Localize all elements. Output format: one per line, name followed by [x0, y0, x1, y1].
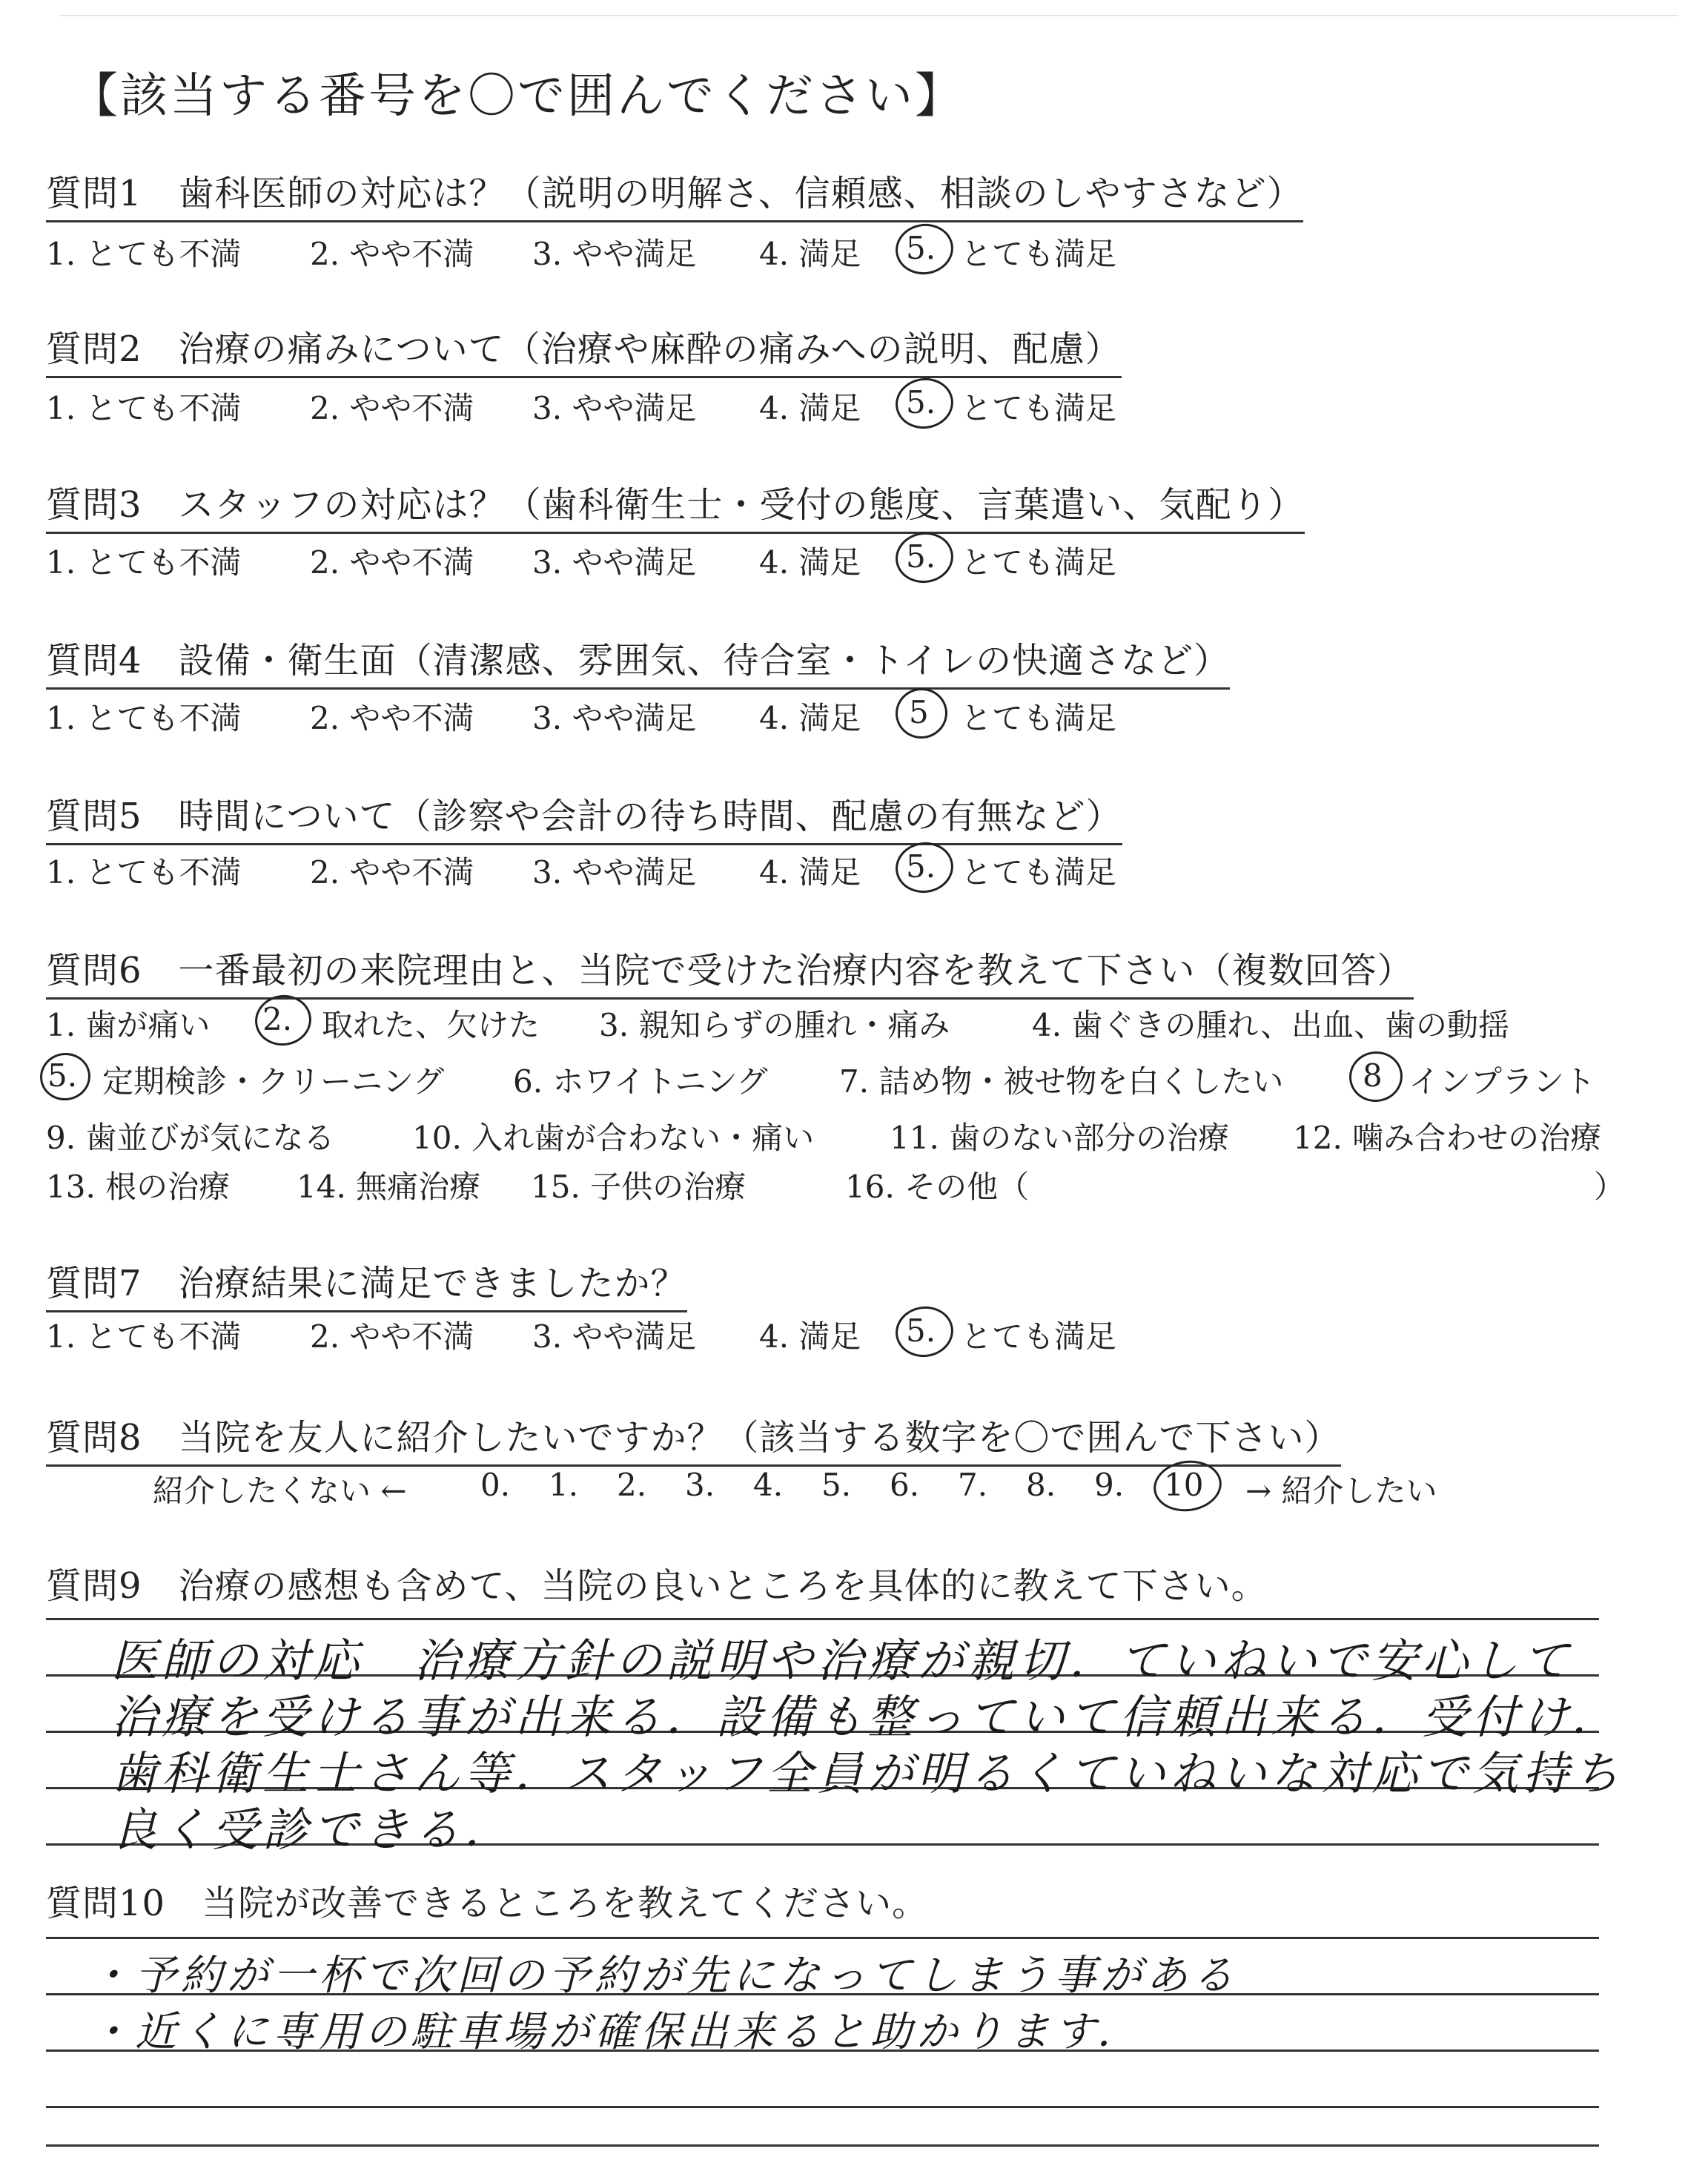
- question-title: 質問3 スタッフの対応は？（歯科衛生士・受付の態度、言葉遣い、気配り）: [46, 476, 1305, 534]
- option-10[interactable]: 10. 入れ歯が合わない・痛い: [412, 1120, 815, 1156]
- scale-5[interactable]: 5.: [821, 1467, 852, 1503]
- scale-9[interactable]: 9.: [1094, 1467, 1125, 1503]
- option-14[interactable]: 14. 無痛治療: [297, 1169, 481, 1205]
- option-1[interactable]: 1. とても不満: [46, 854, 242, 891]
- option-9[interactable]: 9. 歯並びが気になる: [46, 1120, 335, 1156]
- option-2[interactable]: 2. やや不満: [310, 854, 474, 891]
- option-8[interactable]: 8: [1363, 1057, 1383, 1094]
- option-7[interactable]: 7. 詰め物・被せ物を白くしたい: [839, 1063, 1284, 1100]
- option-5-label: とても満足: [961, 854, 1117, 891]
- option-5[interactable]: 5.: [47, 1057, 78, 1094]
- option-5[interactable]: 5.: [906, 538, 936, 575]
- option-3[interactable]: 3. やや満足: [532, 390, 697, 426]
- question-title: 質問5 時間について（診察や会計の待ち時間、配慮の有無など）: [46, 787, 1122, 845]
- answer-line: [46, 2106, 1599, 2108]
- option-1[interactable]: 1. とても不満: [46, 390, 242, 426]
- handwritten-answer-line: 医師の対応 治療方針の説明や治療が親切．ていねいで安心して: [111, 1634, 1574, 1688]
- option-3[interactable]: 3. やや満足: [532, 236, 697, 272]
- scale-4[interactable]: 4.: [753, 1467, 784, 1503]
- option-2[interactable]: 2. やや不満: [310, 390, 474, 426]
- other-close-paren: ）: [1594, 1169, 1626, 1205]
- option-5-label: とても満足: [961, 236, 1117, 272]
- option-8-label: インプラント: [1409, 1063, 1596, 1100]
- option-2[interactable]: 2. やや不満: [310, 544, 474, 581]
- option-3[interactable]: 3. やや満足: [532, 1318, 697, 1355]
- scale-7[interactable]: 7.: [958, 1467, 988, 1503]
- question-title: 質問4 設備・衛生面（清潔感、雰囲気、待合室・トイレの快適さなど）: [46, 632, 1230, 690]
- option-5[interactable]: 5.: [906, 848, 936, 885]
- handwritten-answer-line: 治療を受ける事が出来る．設備も整っていて信頼出来る．受付け．: [111, 1690, 1622, 1744]
- scale-left-label: 紹介したくない ←: [153, 1473, 407, 1509]
- page-title: 【該当する番号を〇で囲んでください】: [70, 69, 964, 124]
- option-5[interactable]: 5.: [906, 384, 936, 420]
- option-16[interactable]: 16. その他（: [845, 1169, 1030, 1205]
- option-2[interactable]: 2.: [262, 1001, 293, 1037]
- option-1[interactable]: 1. とても不満: [46, 236, 242, 272]
- option-1[interactable]: 1. 歯が痛い: [46, 1007, 211, 1043]
- question-title: 質問7 治療結果に満足できましたか？: [46, 1255, 687, 1312]
- question-title: 質問10 当院が改善できるところを教えてください。: [46, 1883, 929, 1924]
- option-3[interactable]: 3. やや満足: [532, 854, 697, 891]
- option-5[interactable]: 5.: [906, 1312, 936, 1349]
- scale-1[interactable]: 1.: [549, 1467, 579, 1503]
- option-4[interactable]: 4. 満足: [759, 700, 861, 736]
- option-5-label: 定期検診・クリーニング: [102, 1063, 445, 1100]
- scale-10[interactable]: 10: [1164, 1467, 1204, 1503]
- option-5-label: とても満足: [961, 1318, 1117, 1355]
- option-5-label: とても満足: [961, 700, 1117, 736]
- option-6[interactable]: 6. ホワイトニング: [513, 1063, 768, 1100]
- handwritten-answer-line: 歯科衛生士さん等．スタッフ全員が明るくていねいな対応で気持ち: [111, 1746, 1624, 1800]
- option-2-label: 取れた、欠けた: [322, 1007, 540, 1043]
- answer-line: [46, 1618, 1599, 1620]
- page-top-edge: [59, 15, 1678, 16]
- option-12[interactable]: 12. 噛み合わせの治療: [1293, 1120, 1602, 1156]
- option-5-label: とても満足: [961, 390, 1117, 426]
- scale-3[interactable]: 3.: [685, 1467, 715, 1503]
- handwritten-answer-line: 良く受診できる．: [111, 1803, 515, 1857]
- question-title: 質問1 歯科医師の対応は？（説明の明解さ、信頼感、相談のしやすさなど）: [46, 165, 1303, 222]
- option-11[interactable]: 11. 歯のない部分の治療: [890, 1120, 1230, 1156]
- option-1[interactable]: 1. とても不満: [46, 700, 242, 736]
- option-3[interactable]: 3. 親知らずの腫れ・痛み: [599, 1007, 950, 1043]
- option-2[interactable]: 2. やや不満: [310, 1318, 474, 1355]
- question-title: 質問9 治療の感想も含めて、当院の良いところを具体的に教えて下さい。: [46, 1565, 1268, 1607]
- option-5[interactable]: 5: [909, 694, 929, 730]
- scale-0[interactable]: 0.: [480, 1467, 511, 1503]
- scale-6[interactable]: 6.: [890, 1467, 920, 1503]
- scale-8[interactable]: 8.: [1026, 1467, 1056, 1503]
- handwritten-answer-line: ・予約が一杯で次回の予約が先になってしまう事がある: [89, 1952, 1238, 2000]
- question-title: 質問8 当院を友人に紹介したいですか？（該当する数字を〇で囲んで下さい）: [46, 1409, 1341, 1467]
- answer-line: [46, 2144, 1599, 2147]
- option-3[interactable]: 3. やや満足: [532, 544, 697, 581]
- option-4[interactable]: 4. 満足: [759, 390, 861, 426]
- option-2[interactable]: 2. やや不満: [310, 700, 474, 736]
- option-1[interactable]: 1. とても不満: [46, 544, 242, 581]
- option-4[interactable]: 4. 満足: [759, 544, 861, 581]
- option-4[interactable]: 4. 満足: [759, 854, 861, 891]
- option-5[interactable]: 5.: [906, 230, 936, 266]
- option-13[interactable]: 13. 根の治療: [46, 1169, 231, 1205]
- answer-line: [46, 1937, 1599, 1939]
- handwritten-answer-line: ・近くに専用の駐車場が確保出来ると助かります．: [89, 2008, 1143, 2056]
- option-15[interactable]: 15. 子供の治療: [531, 1169, 747, 1205]
- option-4[interactable]: 4. 歯ぐきの腫れ、出血、歯の動揺: [1032, 1007, 1509, 1043]
- option-1[interactable]: 1. とても不満: [46, 1318, 242, 1355]
- scale-2[interactable]: 2.: [617, 1467, 647, 1503]
- option-2[interactable]: 2. やや不満: [310, 236, 474, 272]
- scale-right-label: → 紹介したい: [1245, 1473, 1437, 1509]
- question-title: 質問6 一番最初の来院理由と、当院で受けた治療内容を教えて下さい（複数回答）: [46, 942, 1414, 1000]
- option-5-label: とても満足: [961, 544, 1117, 581]
- option-3[interactable]: 3. やや満足: [532, 700, 697, 736]
- option-4[interactable]: 4. 満足: [759, 236, 861, 272]
- question-title: 質問2 治療の痛みについて（治療や麻酔の痛みへの説明、配慮）: [46, 320, 1122, 378]
- option-4[interactable]: 4. 満足: [759, 1318, 861, 1355]
